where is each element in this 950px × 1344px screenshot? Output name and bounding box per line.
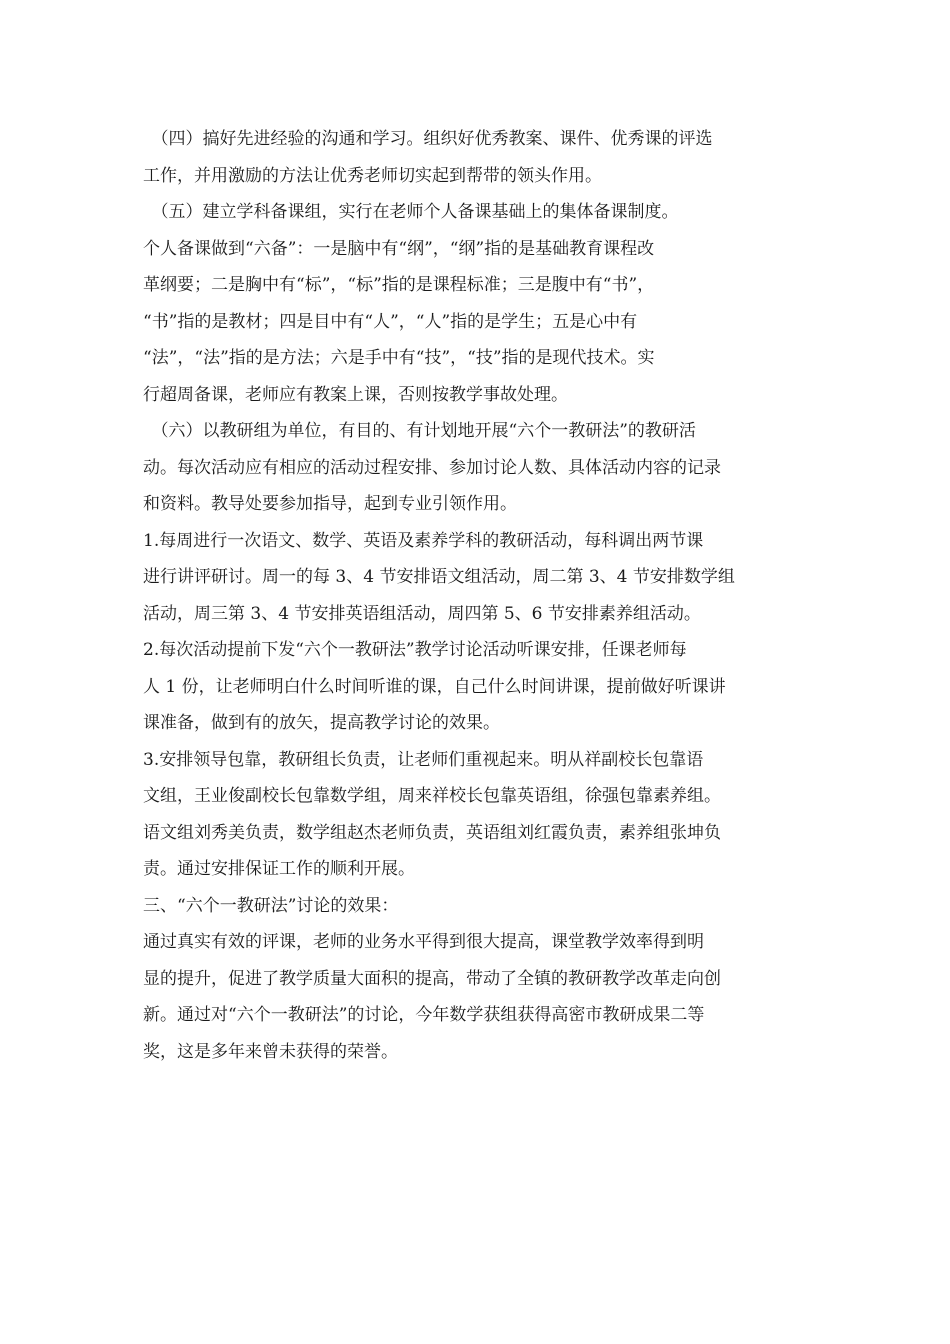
text-line: 革纲要；二是胸中有“标”，“标”指的是课程标准；三是腹中有“书”， [143,275,655,295]
text-line: 和资料。教导处要参加指导，起到专业引领作用。 [143,494,517,514]
text-line: 行超周备课，老师应有教案上课，否则按教学事故处理。 [143,384,568,405]
text-line: 显的提升，促进了教学质量大面积的提高，带动了全镇的教研教学改革走向创 [143,968,721,989]
document-body [143,121,803,1070]
text-line: “书”指的是教材；四是目中有“人”，“人”指的是学生；五是心中有 [143,311,638,332]
text-line: （六）以教研组为单位，有目的、有计划地开展“六个一教研法”的教研活 [143,421,696,441]
text-line: “法”，“法”指的是方法；六是手中有“技”，“技”指的是现代技术。实 [143,348,655,368]
text-line: （五）建立学科备课组，实行在老师个人备课基础上的集体备课制度。 [143,202,679,222]
text-line: 责。通过安排保证工作的顺利开展。 [143,859,415,879]
text-line: 新。通过对“六个一教研法”的讨论，今年数学获组获得高密市教研成果二等 [143,1005,705,1025]
text-line: 课准备，做到有的放矢，提高教学讨论的效果。 [143,713,500,733]
text-line: 活动，周三第 3、4 节安排英语组活动，周四第 5、6 节安排素养组活动。 [143,603,701,624]
text-line: 个人备课做到“六备”：一是脑中有“纲”，“纲”指的是基础教育课程改 [143,238,655,259]
text-line: 进行讲评研讨。周一的每 3、4 节安排语文组活动，周二第 3、4 节安排数学组 [143,567,735,587]
text-line: 2.每次活动提前下发“六个一教研法”教学讨论活动听课安排，任课老师每 [143,640,687,660]
text-line: 动。每次活动应有相应的活动过程安排、参加讨论人数、具体活动内容的记录 [143,457,721,478]
text-line: 工作，并用激励的方法让优秀老师切实起到帮带的领头作用。 [143,165,602,186]
text-line: 通过真实有效的评课，老师的业务水平得到很大提高，课堂教学效率得到明 [143,932,704,952]
text-line: 奖，这是多年来曾未获得的荣誉。 [143,1041,398,1062]
text-line: 1.每周进行一次语文、数学、英语及素养学科的教研活动，每科调出两节课 [143,530,704,551]
section-heading: 三、“六个一教研法”讨论的效果： [143,895,399,916]
text-line: （四）搞好先进经验的沟通和学习。组织好优秀教案、课件、优秀课的评选 [143,129,713,149]
text-line: 语文组刘秀美负责，数学组赵杰老师负责，英语组刘红霞负责，素养组张坤负 [143,822,721,843]
text-line: 3.安排领导包靠，教研组长负责，让老师们重视起来。明从祥副校长包靠语 [143,749,704,770]
text-line: 人 1 份，让老师明白什么时间听谁的课，自己什么时间讲课，提前做好听课讲 [143,676,726,697]
text-line: 文组，王业俊副校长包靠数学组，周来祥校长包靠英语组，徐强包靠素养组。 [143,786,721,806]
